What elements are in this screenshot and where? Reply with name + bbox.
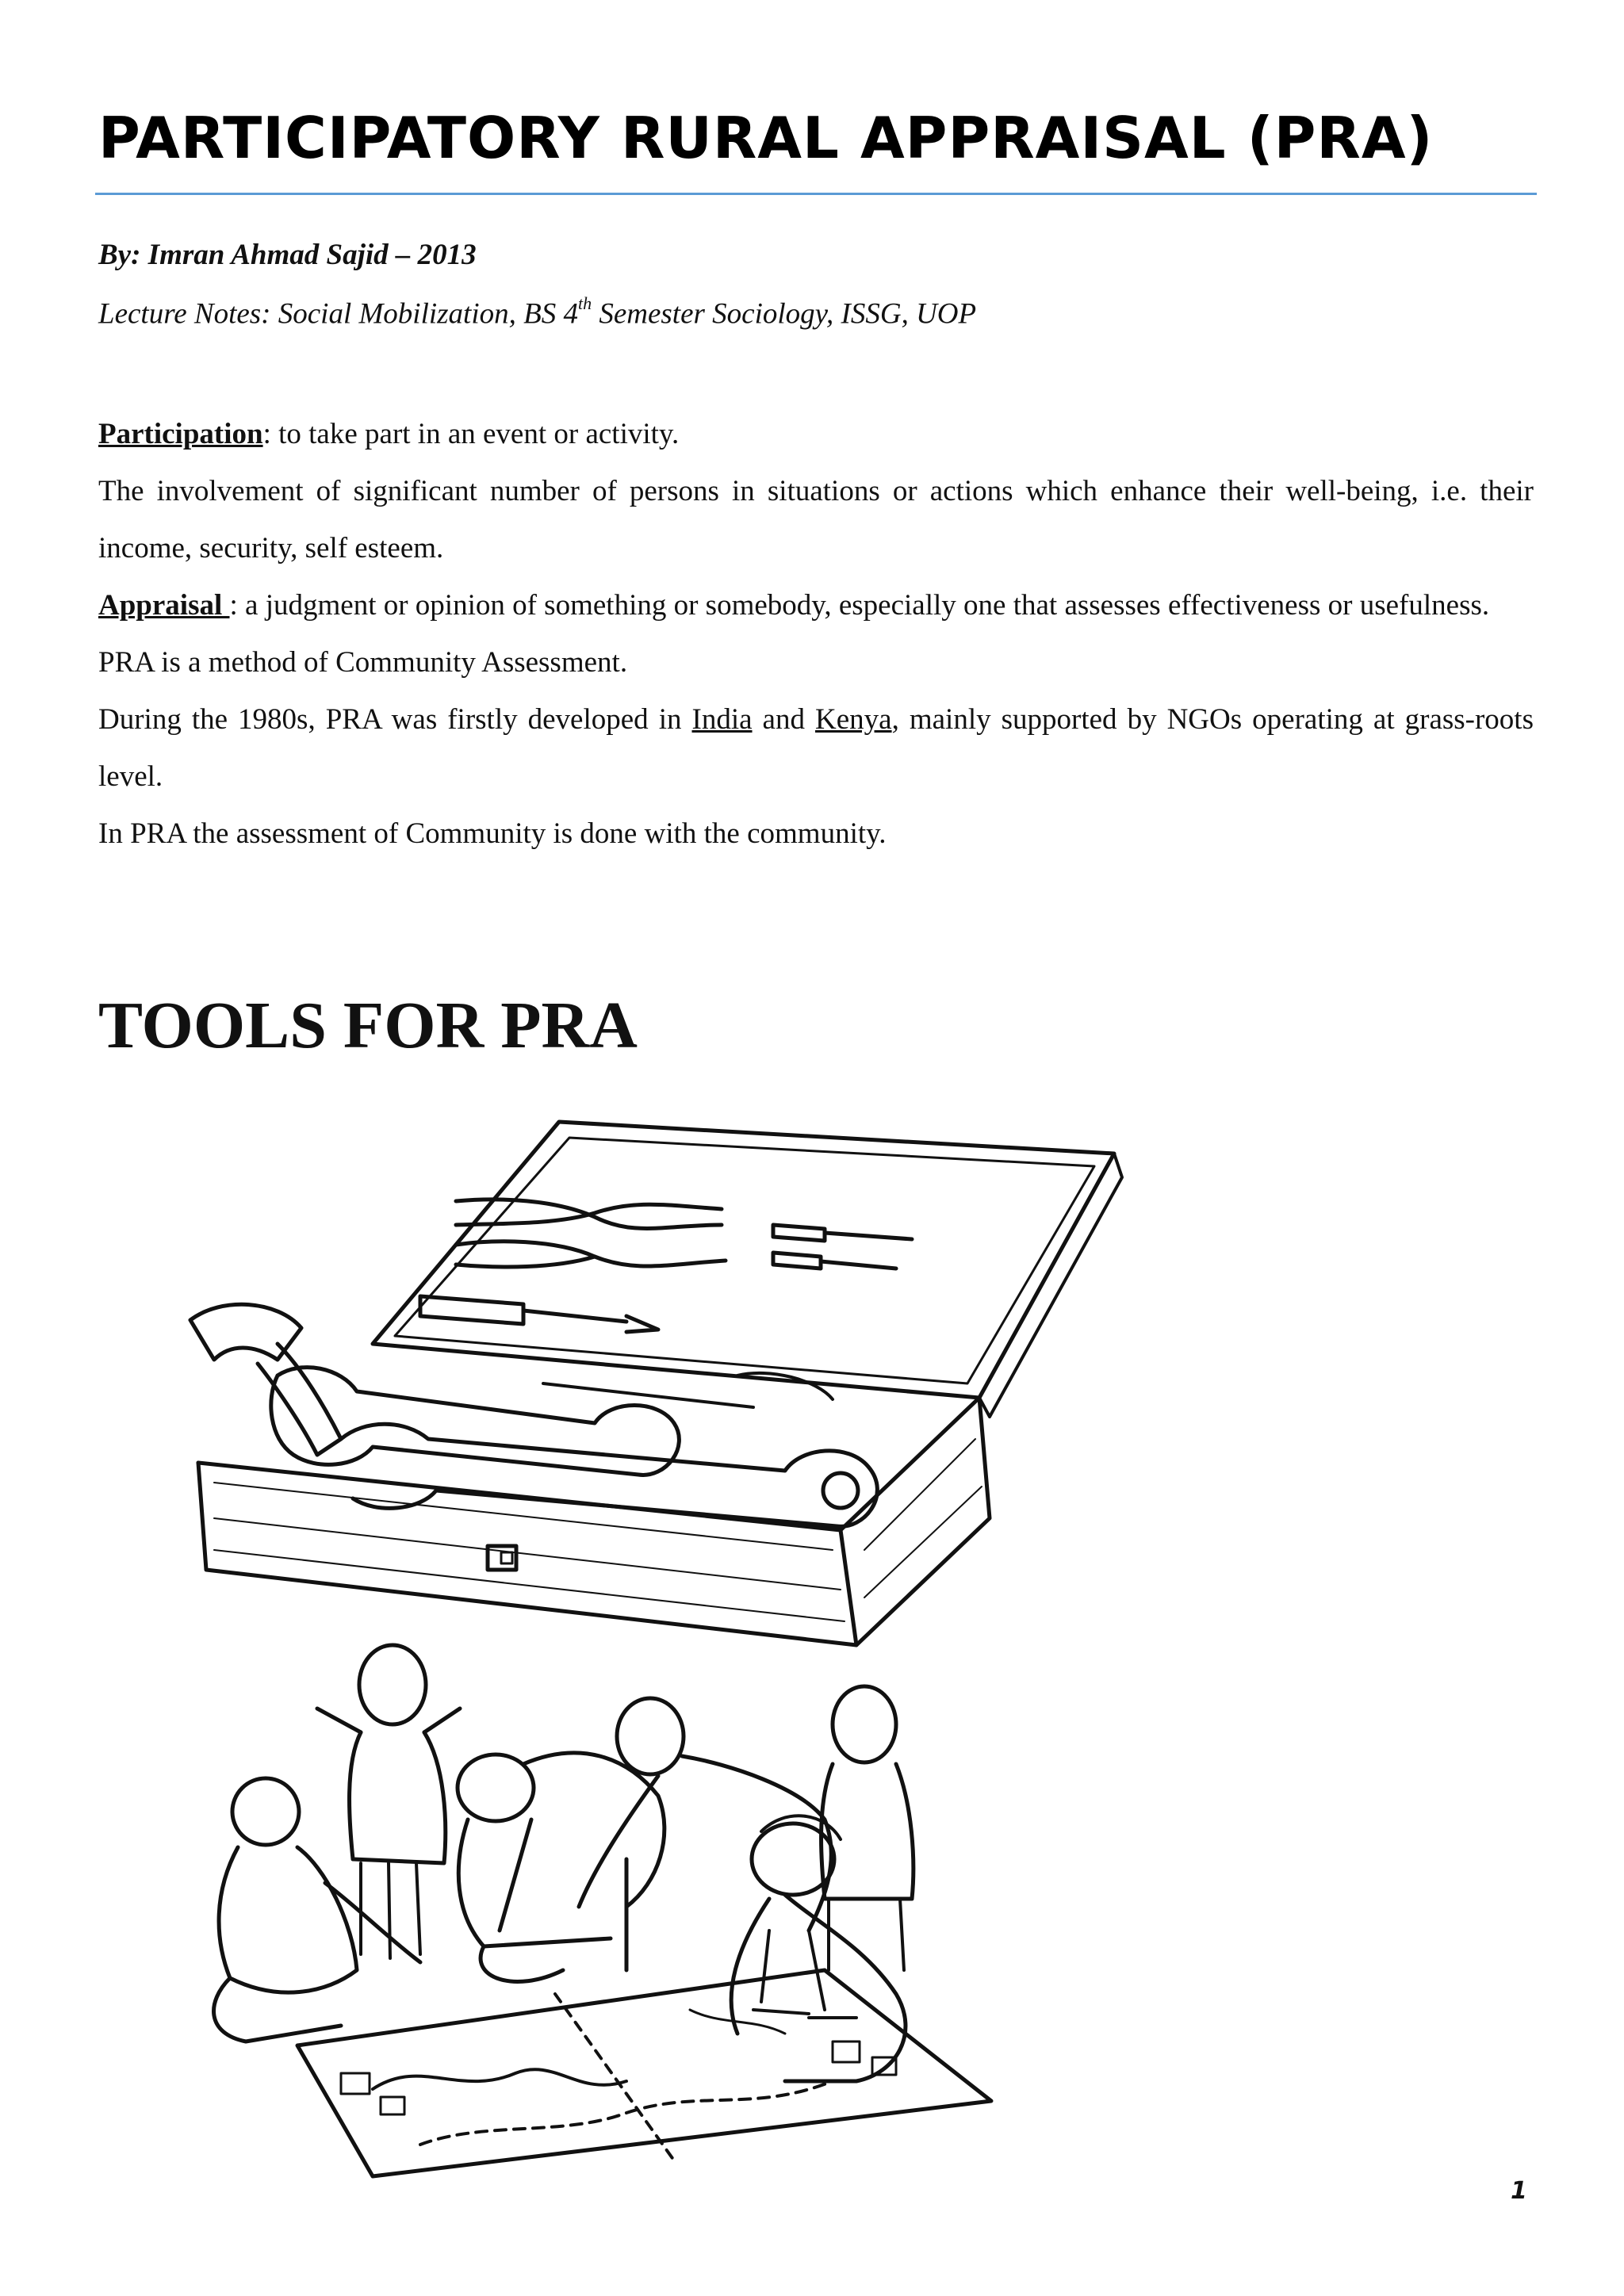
community-paragraph: In PRA the assessment of Community is done with the community.	[98, 817, 887, 850]
history-paragraph	[98, 691, 1534, 806]
method-paragraph: PRA is a method of Community Assessment.	[98, 646, 628, 679]
link-india[interactable]: India	[691, 703, 753, 736]
involvement-paragraph: The involvement of significant number of persons in situations or actions which enhance their well-being, i.e. their income, security, self esteem.	[98, 475, 1534, 564]
term-appraisal: Appraisal	[98, 589, 230, 622]
title-divider	[95, 193, 1537, 195]
section-heading-tools: TOOLS FOR PRA	[98, 989, 638, 1062]
ordinal-suffix: th	[577, 293, 592, 313]
author-byline: By: Imran Ahmad Sajid – 2013	[98, 239, 477, 271]
term-participation: Participation	[98, 418, 263, 450]
participation-definition	[98, 406, 1534, 463]
link-kenya[interactable]: Kenya	[815, 703, 892, 736]
lecture-notes-text: Lecture Notes: Social Mobilization, BS 4	[98, 297, 578, 331]
appraisal-text: : a judgment or opinion of something or somebody, especially one that assesses effectiveness or usefulness.	[229, 589, 1490, 622]
history-text-end: , mainly supported by NGOs operating at grass-roots level.	[98, 703, 1534, 793]
community-mapping-drawing	[214, 1645, 991, 2176]
participation-text: : to take part in an event or activity.	[262, 418, 680, 450]
page-title: PARTICIPATORY RURAL APPRAISAL (PRA)	[98, 105, 1434, 171]
toolbox-drawing	[190, 1122, 1122, 1645]
history-text-and: and	[752, 703, 815, 736]
page-number: 1	[1511, 2177, 1527, 2205]
lecture-notes-line	[98, 293, 977, 331]
appraisal-definition	[98, 577, 1534, 634]
toolbox-and-community-mapping-illustration	[182, 1106, 1134, 2184]
history-text-start: During the 1980s, PRA was firstly developed in	[98, 703, 692, 736]
body-text	[98, 406, 1534, 863]
lecture-notes-rest: Semester Sociology, ISSG, UOP	[592, 297, 977, 331]
